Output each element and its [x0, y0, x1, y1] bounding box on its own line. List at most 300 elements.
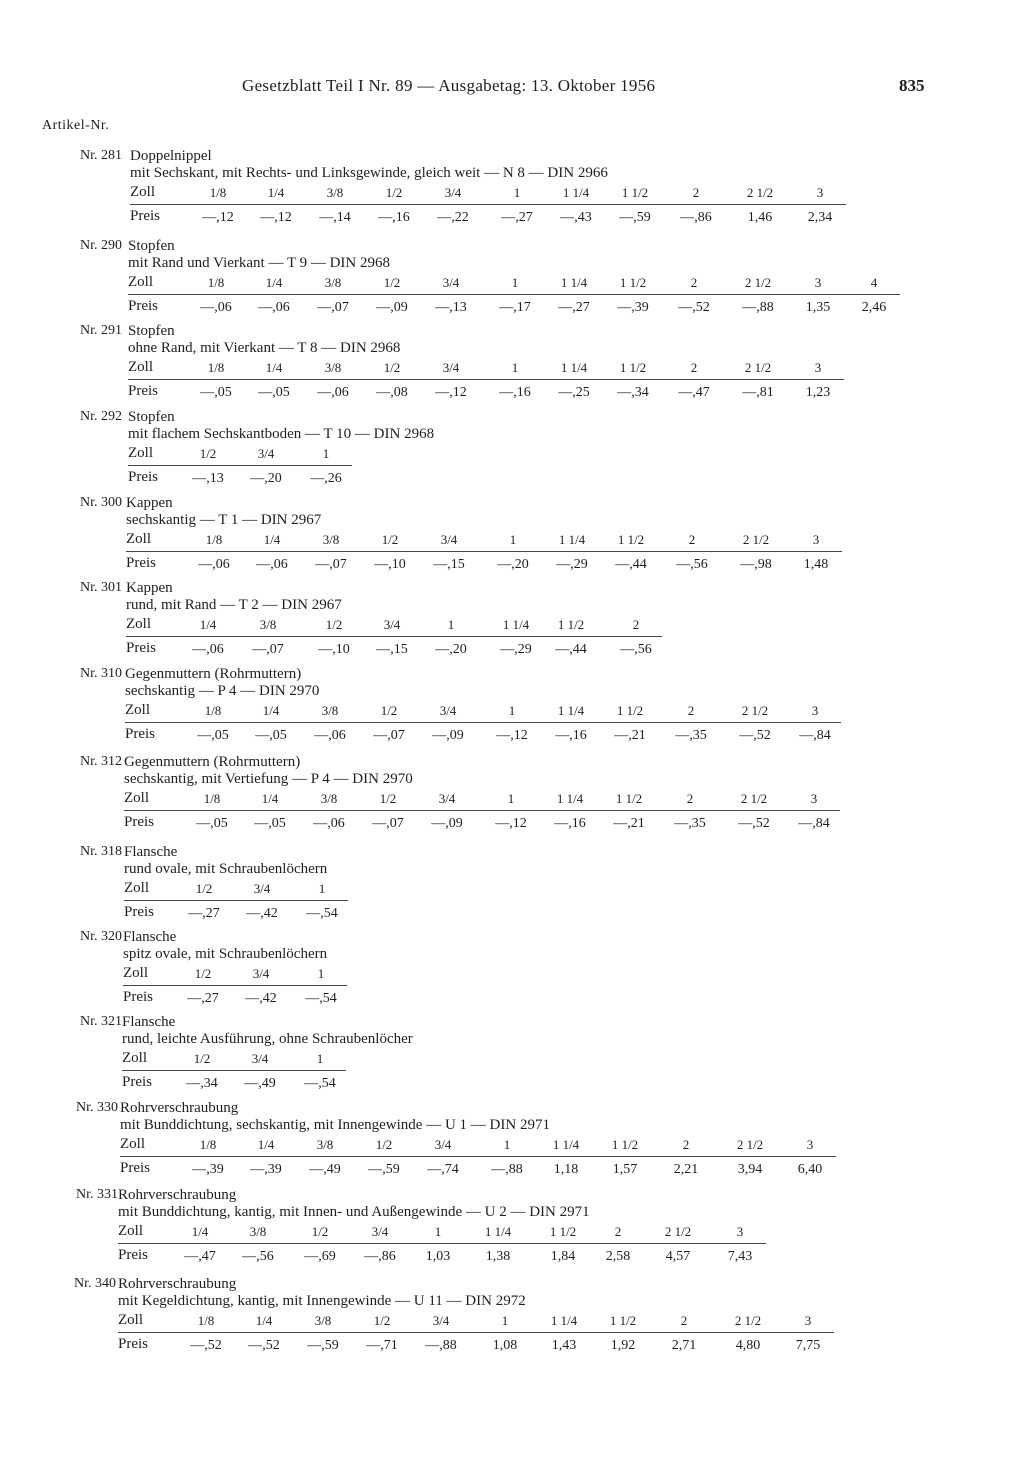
price-cell: —,15 — [433, 557, 465, 572]
zoll-label: Zoll — [122, 1050, 147, 1066]
size-cell: 1 — [511, 275, 519, 290]
price-cell: 4,57 — [665, 1249, 691, 1264]
size-cell: 3/4 — [257, 446, 275, 461]
size-cell: 1/8 — [207, 275, 225, 290]
price-cell: —,05 — [254, 816, 286, 831]
size-cell: 1 1/4 — [552, 1137, 580, 1152]
table-rule — [118, 1243, 766, 1244]
size-cell: 2 1/2 — [734, 1313, 762, 1328]
size-cell: 1 1/2 — [611, 1137, 639, 1152]
price-cell: —,59 — [307, 1338, 339, 1353]
size-cell: 3/8 — [249, 1224, 267, 1239]
size-cell: 1 1/4 — [557, 703, 585, 718]
article-number: Nr. 340 — [74, 1276, 116, 1291]
price-cell: —,20 — [497, 557, 529, 572]
price-cell: —,39 — [192, 1162, 224, 1177]
preis-label: Preis — [126, 640, 156, 656]
price-cell: —,12 — [435, 385, 467, 400]
article-name: Flansche — [122, 1014, 176, 1030]
price-entry — [0, 148, 1024, 228]
size-cell: 3/4 — [444, 185, 462, 200]
price-entry — [0, 1276, 1024, 1356]
article-number: Nr. 301 — [80, 580, 122, 595]
size-cell: 3/4 — [251, 1051, 269, 1066]
price-cell: 1,46 — [747, 210, 773, 225]
price-cell: —,54 — [304, 1076, 336, 1091]
size-cell: 1/2 — [383, 275, 401, 290]
size-cell: 3 — [810, 791, 818, 806]
price-cell: —,56 — [242, 1249, 274, 1264]
size-cell: 1/2 — [195, 881, 213, 896]
article-description: sechskantig — T 1 — DIN 2967 — [126, 512, 322, 528]
zoll-label: Zoll — [128, 445, 153, 461]
artikel-column-label: Artikel-Nr. — [42, 118, 110, 133]
article-number: Nr. 290 — [80, 238, 122, 253]
size-cell: 1 — [447, 617, 455, 632]
size-cell: 3/8 — [326, 185, 344, 200]
zoll-label: Zoll — [124, 790, 149, 806]
price-cell: —,34 — [617, 385, 649, 400]
price-cell: —,47 — [184, 1249, 216, 1264]
header-title: Gesetzblatt Teil I Nr. 89 — Ausgabetag: 13. Oktober 1956 — [242, 76, 656, 95]
size-cell: 3/4 — [442, 275, 460, 290]
size-cell: 3/8 — [316, 1137, 334, 1152]
size-cell: 1/8 — [203, 791, 221, 806]
zoll-label: Zoll — [123, 965, 148, 981]
price-cell: —,21 — [614, 728, 646, 743]
price-cell: —,52 — [248, 1338, 280, 1353]
size-cell: 1/2 — [383, 360, 401, 375]
size-cell: 1/2 — [385, 185, 403, 200]
price-cell: —,44 — [555, 642, 587, 657]
price-cell: —,88 — [742, 300, 774, 315]
article-description: mit flachem Sechskantboden — T 10 — DIN 2968 — [128, 426, 435, 442]
size-cell: 1/4 — [265, 275, 283, 290]
size-cell: 1 — [511, 360, 519, 375]
size-cell: 2 — [692, 185, 700, 200]
price-cell: —,56 — [620, 642, 652, 657]
article-number: Nr. 300 — [80, 495, 122, 510]
price-cell: 7,75 — [795, 1338, 821, 1353]
price-cell: —,86 — [680, 210, 712, 225]
price-cell: —,20 — [435, 642, 467, 657]
price-cell: —,06 — [192, 642, 224, 657]
size-cell: 2 1/2 — [744, 360, 772, 375]
price-cell: —,29 — [500, 642, 532, 657]
article-description: sechskantig, mit Vertiefung — P 4 — DIN 2970 — [124, 771, 413, 787]
price-cell: 1,92 — [610, 1338, 636, 1353]
article-number: Nr. 318 — [80, 844, 122, 859]
article-description: mit Bunddichtung, kantig, mit Innen- und Außengewinde — U 2 — DIN 2971 — [118, 1204, 590, 1220]
price-entry — [0, 844, 1024, 924]
price-cell: —,07 — [317, 300, 349, 315]
price-cell: —,27 — [187, 991, 219, 1006]
price-entry — [0, 929, 1024, 1009]
price-cell: —,27 — [558, 300, 590, 315]
price-cell: —,13 — [192, 471, 224, 486]
article-number: Nr. 321 — [80, 1014, 122, 1029]
price-cell: —,10 — [374, 557, 406, 572]
price-cell: —,39 — [617, 300, 649, 315]
size-cell: 3/4 — [434, 1137, 452, 1152]
size-cell: 1 1/2 — [617, 532, 645, 547]
table-rule — [126, 636, 662, 637]
preis-label: Preis — [128, 298, 158, 314]
article-description: rund, leichte Ausführung, ohne Schraubenlöcher — [122, 1031, 413, 1047]
size-cell: 2 — [680, 1313, 688, 1328]
preis-label: Preis — [124, 904, 154, 920]
preis-label: Preis — [122, 1074, 152, 1090]
size-cell: 1 1/4 — [562, 185, 590, 200]
price-entry — [0, 754, 1024, 834]
size-cell: 2 — [686, 791, 694, 806]
table-rule — [125, 722, 841, 723]
size-cell: 3/8 — [324, 275, 342, 290]
article-number: Nr. 331 — [76, 1187, 118, 1202]
article-description: spitz ovale, mit Schraubenlöchern — [123, 946, 328, 962]
price-cell: —,44 — [615, 557, 647, 572]
price-cell: 1,23 — [805, 385, 831, 400]
zoll-label: Zoll — [124, 880, 149, 896]
size-cell: 1/8 — [199, 1137, 217, 1152]
table-rule — [123, 985, 347, 986]
size-cell: 1/2 — [375, 1137, 393, 1152]
article-description: mit Rand und Vierkant — T 9 — DIN 2968 — [128, 255, 391, 271]
price-cell: —,12 — [260, 210, 292, 225]
size-cell: 1/2 — [325, 617, 343, 632]
size-cell: 1 1/2 — [549, 1224, 577, 1239]
size-cell: 2 1/2 — [741, 703, 769, 718]
price-cell: —,06 — [256, 557, 288, 572]
size-cell: 1 — [513, 185, 521, 200]
size-cell: 2 — [682, 1137, 690, 1152]
size-cell: 2 — [688, 532, 696, 547]
article-name: Stopfen — [128, 238, 175, 254]
price-cell: —,86 — [364, 1249, 396, 1264]
size-cell: 1 1/2 — [557, 617, 585, 632]
price-cell: —,81 — [742, 385, 774, 400]
price-cell: —,06 — [313, 816, 345, 831]
price-cell: 4,80 — [735, 1338, 761, 1353]
preis-label: Preis — [128, 383, 158, 399]
size-cell: 1 — [507, 791, 515, 806]
price-entry — [0, 666, 1024, 746]
size-cell: 1/4 — [265, 360, 283, 375]
price-cell: —,16 — [554, 816, 586, 831]
article-name: Rohrverschraubung — [118, 1276, 237, 1292]
size-cell: 3 — [814, 360, 822, 375]
price-cell: —,42 — [246, 906, 278, 921]
size-cell: 1 1/4 — [560, 360, 588, 375]
table-rule — [124, 810, 840, 811]
size-cell: 3/8 — [314, 1313, 332, 1328]
size-cell: 2 1/2 — [736, 1137, 764, 1152]
size-cell: 1/8 — [209, 185, 227, 200]
preis-label: Preis — [125, 726, 155, 742]
price-cell: —,05 — [255, 728, 287, 743]
size-cell: 3 — [804, 1313, 812, 1328]
price-cell: —,16 — [555, 728, 587, 743]
size-cell: 1 1/4 — [560, 275, 588, 290]
price-cell: 2,21 — [673, 1162, 699, 1177]
price-cell: —,12 — [202, 210, 234, 225]
price-cell: —,88 — [491, 1162, 523, 1177]
price-cell: 3,94 — [737, 1162, 763, 1177]
size-cell: 1/2 — [379, 791, 397, 806]
price-cell: —,16 — [499, 385, 531, 400]
price-cell: 1,03 — [425, 1249, 451, 1264]
size-cell: 3/4 — [440, 532, 458, 547]
article-name: Rohrverschraubung — [118, 1187, 237, 1203]
price-cell: 1,48 — [803, 557, 829, 572]
price-cell: —,17 — [499, 300, 531, 315]
size-cell: 3/4 — [252, 966, 270, 981]
price-cell: —,59 — [368, 1162, 400, 1177]
size-cell: 3/8 — [324, 360, 342, 375]
price-cell: —,05 — [197, 728, 229, 743]
price-entry — [0, 1187, 1024, 1267]
price-cell: —,06 — [314, 728, 346, 743]
table-rule — [128, 294, 900, 295]
article-name: Rohrverschraubung — [120, 1100, 239, 1116]
price-cell: —,52 — [738, 816, 770, 831]
zoll-label: Zoll — [118, 1312, 143, 1328]
price-cell: 2,71 — [671, 1338, 697, 1353]
price-cell: —,07 — [252, 642, 284, 657]
size-cell: 3 — [736, 1224, 744, 1239]
article-name: Stopfen — [128, 409, 175, 425]
table-rule — [120, 1156, 836, 1157]
price-entry — [0, 495, 1024, 575]
size-cell: 2 — [687, 703, 695, 718]
price-cell: —,88 — [425, 1338, 457, 1353]
preis-label: Preis — [124, 814, 154, 830]
price-cell: —,05 — [258, 385, 290, 400]
article-description: mit Sechskant, mit Rechts- und Linksgewinde, gleich weit — N 8 — DIN 2966 — [130, 165, 608, 181]
size-cell: 1 — [509, 532, 517, 547]
size-cell: 1 — [501, 1313, 509, 1328]
size-cell: 1 — [322, 446, 330, 461]
price-cell: 2,58 — [605, 1249, 631, 1264]
price-cell: —,54 — [306, 906, 338, 921]
size-cell: 3/8 — [259, 617, 277, 632]
size-cell: 1/2 — [199, 446, 217, 461]
price-cell: —,07 — [372, 816, 404, 831]
article-name: Doppelnippel — [130, 148, 212, 164]
price-cell: 1,84 — [550, 1249, 576, 1264]
price-cell: —,06 — [198, 557, 230, 572]
size-cell: 2 — [614, 1224, 622, 1239]
article-description: mit Kegeldichtung, kantig, mit Innengewinde — U 11 — DIN 2972 — [118, 1293, 526, 1309]
price-cell: —,71 — [366, 1338, 398, 1353]
table-rule — [126, 551, 842, 552]
price-cell: —,09 — [376, 300, 408, 315]
table-rule — [128, 465, 352, 466]
size-cell: 3 — [806, 1137, 814, 1152]
price-cell: —,56 — [676, 557, 708, 572]
size-cell: 3/8 — [321, 703, 339, 718]
preis-label: Preis — [118, 1336, 148, 1352]
price-cell: —,26 — [310, 471, 342, 486]
price-cell: —,09 — [432, 728, 464, 743]
zoll-label: Zoll — [126, 616, 151, 632]
article-name: Gegenmuttern (Rohrmuttern) — [125, 666, 302, 682]
size-cell: 3/4 — [383, 617, 401, 632]
size-cell: 1 1/2 — [619, 360, 647, 375]
zoll-label: Zoll — [125, 702, 150, 718]
price-cell: —,13 — [435, 300, 467, 315]
price-cell: —,05 — [196, 816, 228, 831]
size-cell: 1/2 — [311, 1224, 329, 1239]
article-name: Gegenmuttern (Rohrmuttern) — [124, 754, 301, 770]
price-cell: —,15 — [376, 642, 408, 657]
price-cell: —,49 — [309, 1162, 341, 1177]
price-cell: —,29 — [556, 557, 588, 572]
zoll-label: Zoll — [120, 1136, 145, 1152]
article-number: Nr. 320 — [80, 929, 122, 944]
size-cell: 3/4 — [253, 881, 271, 896]
price-cell: —,34 — [186, 1076, 218, 1091]
table-rule — [124, 900, 348, 901]
table-rule — [118, 1332, 834, 1333]
size-cell: 1/4 — [262, 703, 280, 718]
size-cell: 3/4 — [442, 360, 460, 375]
price-cell: 1,35 — [805, 300, 831, 315]
size-cell: 2 1/2 — [664, 1224, 692, 1239]
size-cell: 1 1/2 — [609, 1313, 637, 1328]
size-cell: 1/4 — [191, 1224, 209, 1239]
size-cell: 1 1/4 — [556, 791, 584, 806]
price-cell: —,35 — [674, 816, 706, 831]
price-cell: —,47 — [678, 385, 710, 400]
price-cell: 1,43 — [551, 1338, 577, 1353]
size-cell: 1/4 — [261, 791, 279, 806]
price-cell: —,84 — [799, 728, 831, 743]
size-cell: 4 — [870, 275, 878, 290]
size-cell: 1/2 — [381, 532, 399, 547]
size-cell: 1 — [318, 881, 326, 896]
price-cell: —,07 — [315, 557, 347, 572]
size-cell: 2 — [690, 360, 698, 375]
size-cell: 3 — [811, 703, 819, 718]
size-cell: 3/8 — [320, 791, 338, 806]
size-cell: 1 — [508, 703, 516, 718]
price-cell: —,27 — [501, 210, 533, 225]
price-cell: 1,57 — [612, 1162, 638, 1177]
price-cell: —,35 — [675, 728, 707, 743]
size-cell: 1 1/2 — [621, 185, 649, 200]
size-cell: 1 1/4 — [550, 1313, 578, 1328]
price-cell: —,06 — [258, 300, 290, 315]
price-cell: —,74 — [427, 1162, 459, 1177]
size-cell: 1/4 — [263, 532, 281, 547]
size-cell: 1/2 — [380, 703, 398, 718]
price-cell: —,06 — [317, 385, 349, 400]
price-cell: 1,38 — [485, 1249, 511, 1264]
size-cell: 1 1/2 — [619, 275, 647, 290]
size-cell: 2 — [690, 275, 698, 290]
preis-label: Preis — [128, 469, 158, 485]
size-cell: 1/2 — [194, 966, 212, 981]
table-rule — [130, 204, 846, 205]
table-rule — [122, 1070, 346, 1071]
page-number: 835 — [899, 76, 925, 95]
size-cell: 1 1/4 — [558, 532, 586, 547]
size-cell: 1/4 — [257, 1137, 275, 1152]
size-cell: 1 1/2 — [615, 791, 643, 806]
size-cell: 1/8 — [204, 703, 222, 718]
size-cell: 2 1/2 — [746, 185, 774, 200]
price-cell: —,49 — [244, 1076, 276, 1091]
size-cell: 3/4 — [371, 1224, 389, 1239]
price-cell: —,09 — [431, 816, 463, 831]
article-name: Kappen — [126, 495, 173, 511]
zoll-label: Zoll — [130, 184, 155, 200]
price-cell: —,20 — [250, 471, 282, 486]
price-cell: 6,40 — [797, 1162, 823, 1177]
zoll-label: Zoll — [128, 274, 153, 290]
price-cell: —,22 — [437, 210, 469, 225]
size-cell: 1 — [503, 1137, 511, 1152]
article-description: rund, mit Rand — T 2 — DIN 2967 — [126, 597, 342, 613]
size-cell: 3 — [814, 275, 822, 290]
price-cell: —,12 — [495, 816, 527, 831]
price-cell: —,08 — [376, 385, 408, 400]
article-name: Flansche — [123, 929, 177, 945]
article-description: mit Bunddichtung, sechskantig, mit Innengewinde — U 1 — DIN 2971 — [120, 1117, 550, 1133]
price-cell: —,07 — [373, 728, 405, 743]
article-number: Nr. 292 — [80, 409, 122, 424]
preis-label: Preis — [126, 555, 156, 571]
size-cell: 1 — [317, 966, 325, 981]
size-cell: 2 1/2 — [742, 532, 770, 547]
size-cell: 1 — [316, 1051, 324, 1066]
size-cell: 1 — [434, 1224, 442, 1239]
size-cell: 3 — [812, 532, 820, 547]
price-entry — [0, 409, 1024, 489]
price-cell: —,27 — [188, 906, 220, 921]
price-cell: —,05 — [200, 385, 232, 400]
price-cell: —,52 — [739, 728, 771, 743]
article-name: Stopfen — [128, 323, 175, 339]
size-cell: 1/8 — [207, 360, 225, 375]
size-cell: 3/8 — [322, 532, 340, 547]
table-rule — [128, 379, 844, 380]
size-cell: 2 — [632, 617, 640, 632]
size-cell: 1/8 — [205, 532, 223, 547]
price-entry — [0, 580, 1024, 660]
article-description: ohne Rand, mit Vierkant — T 8 — DIN 2968 — [128, 340, 401, 356]
price-cell: —,06 — [200, 300, 232, 315]
article-name: Kappen — [126, 580, 173, 596]
size-cell: 3/4 — [439, 703, 457, 718]
preis-label: Preis — [130, 208, 160, 224]
price-cell: —,69 — [304, 1249, 336, 1264]
price-cell: —,12 — [496, 728, 528, 743]
price-cell: —,84 — [798, 816, 830, 831]
article-number: Nr. 330 — [76, 1100, 118, 1115]
price-cell: —,14 — [319, 210, 351, 225]
article-number: Nr. 291 — [80, 323, 122, 338]
price-cell: 2,34 — [807, 210, 833, 225]
size-cell: 3/4 — [438, 791, 456, 806]
preis-label: Preis — [120, 1160, 150, 1176]
article-name: Flansche — [124, 844, 178, 860]
price-cell: —,59 — [619, 210, 651, 225]
size-cell: 1/2 — [373, 1313, 391, 1328]
price-entry — [0, 1014, 1024, 1094]
size-cell: 1/4 — [255, 1313, 273, 1328]
